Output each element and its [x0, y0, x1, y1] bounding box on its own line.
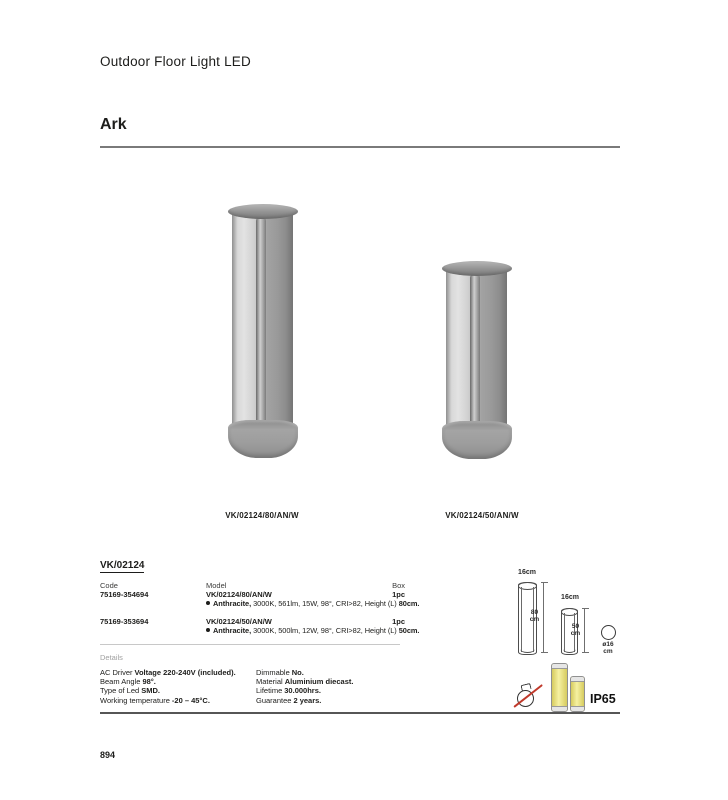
spec-height: 80cm. [398, 599, 420, 608]
spec-table [100, 581, 420, 635]
wire-line [521, 587, 522, 652]
detail-line: Material Aluminium diecast. [256, 677, 354, 687]
wire-bottom [563, 648, 576, 653]
color-dot-icon [206, 601, 210, 605]
details-right-column [256, 668, 353, 705]
dim-width-label-50: 16cm [561, 594, 579, 601]
table-row [100, 617, 405, 626]
spec-finish: Anthracite, [213, 599, 252, 608]
dim-line-80 [543, 582, 544, 653]
detail-line: Guarantee 2 years. [256, 695, 322, 705]
dim-line-50 [584, 608, 585, 653]
footer-rule [100, 712, 620, 714]
spec-finish: Anthracite, [213, 626, 252, 635]
detail-line: AC Driver Voltage 220-240V (included). [100, 668, 236, 677]
product-code: 75169-354694 [100, 590, 149, 599]
product-model: VK/02124/80/AN/W [206, 590, 272, 599]
spec-table-header [100, 581, 405, 590]
page-number: 894 [100, 750, 116, 760]
category-heading: Outdoor Floor Light LED [100, 54, 251, 69]
spec-values: 3000K, 500lm, 12W, 98°, CRI>82, Height (L) [253, 626, 397, 635]
col-header-model: Model [206, 581, 227, 590]
table-row [100, 590, 405, 599]
detail-line: Type of Led SMD. [100, 686, 160, 696]
product-model: VK/02124/50/AN/W [206, 617, 272, 626]
detail-line: Working temperature -20 – 45°C. [100, 695, 210, 705]
product-photo-80cm [228, 204, 298, 458]
title-rule [100, 146, 620, 148]
page-title: Ark [100, 116, 127, 133]
product-photo-50cm [442, 261, 512, 459]
wire-bottom [520, 648, 535, 653]
wire-line [564, 613, 565, 652]
lamp-cap [442, 261, 512, 276]
col-header-code: Code [100, 581, 118, 590]
product-caption-80: VK/02124/80/AN/W [225, 511, 299, 520]
dim-height-80: 80 cm [529, 609, 540, 623]
dim-width-label-80: 16cm [518, 569, 536, 576]
lamp-body [446, 269, 507, 435]
col-header-box: Box [392, 581, 405, 590]
series-code-heading: VK/02124 [100, 560, 145, 571]
detail-line: Beam Angle 98°. [100, 677, 156, 687]
lamp-base [442, 421, 512, 459]
ip-rating-badge: IP65 [590, 692, 616, 706]
product-box-qty: 1pc [392, 617, 405, 626]
product-box-qty: 1pc [392, 590, 405, 599]
details-label: Details [100, 653, 123, 662]
product-code: 75169-353694 [100, 617, 149, 626]
detail-line: Dimmable No. [256, 668, 304, 677]
lamp-led-post [256, 217, 265, 424]
spec-values: 3000K, 561lm, 15W, 98°, CRI>82, Height (L) [253, 599, 397, 608]
lamp-led-post [470, 274, 479, 425]
detail-line: Lifetime 30.000hrs. [256, 686, 321, 696]
non-replaceable-bulb-icon [512, 680, 546, 710]
dim-height-50: 50 cm [570, 623, 581, 637]
section-divider [100, 644, 400, 645]
led-tube-tall-icon [551, 663, 568, 712]
lamp-body [232, 212, 293, 434]
footprint-diameter-label: ø16 cm [602, 641, 614, 655]
product-caption-50: VK/02124/50/AN/W [445, 511, 519, 520]
spec-height: 50cm. [398, 626, 420, 635]
lamp-base [228, 420, 298, 458]
lamp-cap [228, 204, 298, 219]
product-spec-line [100, 599, 420, 608]
led-tube-short-icon [570, 676, 585, 712]
details-left-column [100, 668, 236, 705]
product-spec-line [100, 626, 420, 635]
footprint-circle-icon [601, 625, 616, 640]
color-dot-icon [206, 628, 210, 632]
